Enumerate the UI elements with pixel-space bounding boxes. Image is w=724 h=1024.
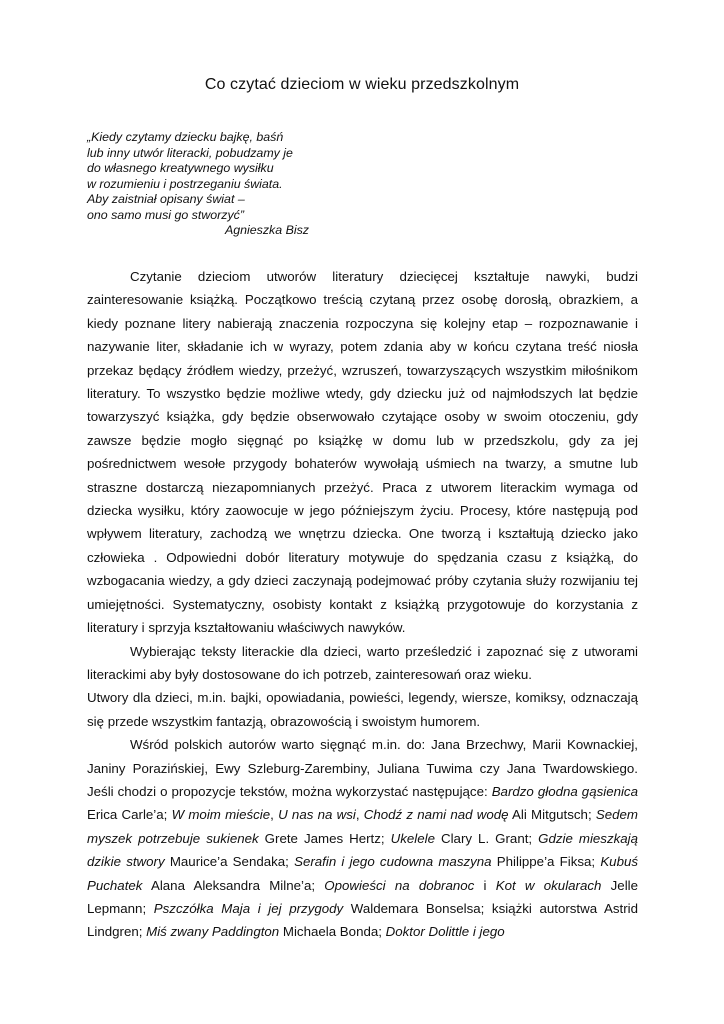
- text-span: Grete James Hertz;: [258, 830, 391, 846]
- paragraph-reading-benefits: Czytanie dzieciom utworów literatury dziecięcej kształtuje nawyki, budzi zainteresowanie książką. Początkowo treścią czytaną przez osobę dorosłą, obrazkiem, a kiedy poznane litery nabierają znaczenia rozpoczyna się kolejny etap – rozpoznawanie i nazywanie liter, składanie ich w wyrazy, potem zdania aby w końcu czytana treść niosła przekaz będący źródłem wiedzy, przeżyć, wzruszeń, towarzyszących wszystkim miłośnikom literatury. To wszystko będzie możliwe wtedy, gdy dziecku już od najmłodszych lat będzie towarzyszyć książka, gdy będzie obserwowało czytające osoby w swoim otoczeniu, gdy zawsze będzie mogło sięgnąć po książkę w domu lub w przedszkolu, gdy za jej pośrednictwem wesołe przygody bohaterów wywołają uśmiech na twarzy, a smutne lub straszne dostarczą niezapomnianych przeżyć. Praca z utworem literackim wymaga od dziecka wysiłku, który zaowocuje w jego późniejszym życiu. Procesy, które następują pod wpływem literatury, zachodzą we wnętrzu dziecka. One tworzą i kształtują dziecko jako człowieka . Odpowiedni dobór literatury motywuje do spędzania czasu z książką, do wzbogacania wiedzy, a gdy dzieci zaczynają podejmować próby czytania służy rozwijaniu tej umiejętności. Systematyczny, osobisty kontakt z książką przygotowuje do korzystania z literatury i sprzyja kształtowaniu właściwych nawyków.: [87, 269, 638, 636]
- paragraph-choosing-texts: Wybierając teksty literackie dla dzieci, warto prześledzić i zapoznać się z utworami literackimi aby były dostosowane do ich potrzeb, zainteresowań oraz wieku.: [87, 643, 638, 682]
- text-span: Jelle Lepmann;: [87, 877, 639, 916]
- text-span: Michaela Bonda;: [279, 924, 386, 940]
- text-span: Alana Aleksandra Milne’a;: [142, 877, 325, 893]
- book-title: Kot w okularach: [495, 877, 602, 893]
- motto-line: do własnego kreatywnego wysiłku: [87, 161, 274, 175]
- text-span: Maurice’a Sendaka;: [164, 854, 295, 870]
- book-title: Opowieści na dobranoc: [324, 877, 475, 893]
- page-title: Co czytać dzieciom w wieku przedszkolnym: [204, 76, 520, 93]
- body-text: [87, 265, 638, 944]
- book-title: W moim mieście: [171, 807, 271, 823]
- book-title: Chodź z nami nad wodę: [363, 807, 509, 823]
- book-title: Doktor Dolittle i jego: [385, 924, 505, 940]
- motto-line: „Kiedy czytamy dziecku bajkę, baśń: [87, 130, 284, 144]
- text-span: i: [474, 877, 496, 893]
- book-title: Bardzo głodna gąsienica: [491, 783, 638, 799]
- motto-line: Aby zaistniał opisany świat –: [87, 192, 245, 206]
- text-span: Wśród polskich autorów warto sięgnąć m.in. do: Jana Brzechwy, Marii Kownackiej, Janiny Porazińskiej, Ewy Szleburg-Zarembiny, Juliana Tuwima czy Jana Twardowskiego. Jeśli chodzi o propozycje tekstów, można wykorzystać następujące:: [87, 737, 638, 799]
- text-span: Ali Mitgutsch;: [508, 807, 596, 823]
- book-title: U nas na wsi: [278, 807, 356, 823]
- book-title: Serafin i jego cudowna maszyna: [294, 854, 492, 870]
- text-span: Waldemara Bonselsa; książki autorstwa Astrid Lindgren;: [87, 900, 638, 940]
- text-span: ,: [270, 807, 279, 823]
- book-title: Kubuś Puchatek: [87, 854, 639, 893]
- book-title: Ukelele: [390, 830, 435, 846]
- motto-line: w rozumieniu i postrzeganiu świata.: [87, 176, 283, 191]
- book-title: Sedem myszek potrzebuje sukienek: [87, 807, 639, 846]
- paragraph-book-recommendations: [87, 733, 638, 944]
- text-span: Erica Carle’a;: [87, 807, 172, 823]
- motto-line: lub inny utwór literacki, pobudzamy je: [87, 145, 293, 160]
- book-title: Pszczółka Maja i jej przygody: [153, 900, 344, 916]
- text-span: Clary L. Grant;: [434, 830, 539, 846]
- motto-author: Agnieszka Bisz: [224, 223, 309, 237]
- motto-line: ono samo musi go stworzyć”: [87, 207, 245, 222]
- book-title: Gdzie mieszkają dzikie stwory: [87, 830, 638, 870]
- text-span: ,: [355, 807, 364, 823]
- motto-quote: [87, 130, 317, 239]
- text-span: Philippe’a Fiksa;: [491, 854, 601, 870]
- paragraph-works-features: Utwory dla dzieci, m.in. bajki, opowiadania, powieści, legendy, wiersze, komiksy, odznaczają się przede wszystkim fantazją, obrazowością i swoistym humorem.: [87, 690, 638, 729]
- book-title: Miś zwany Paddington: [146, 924, 280, 940]
